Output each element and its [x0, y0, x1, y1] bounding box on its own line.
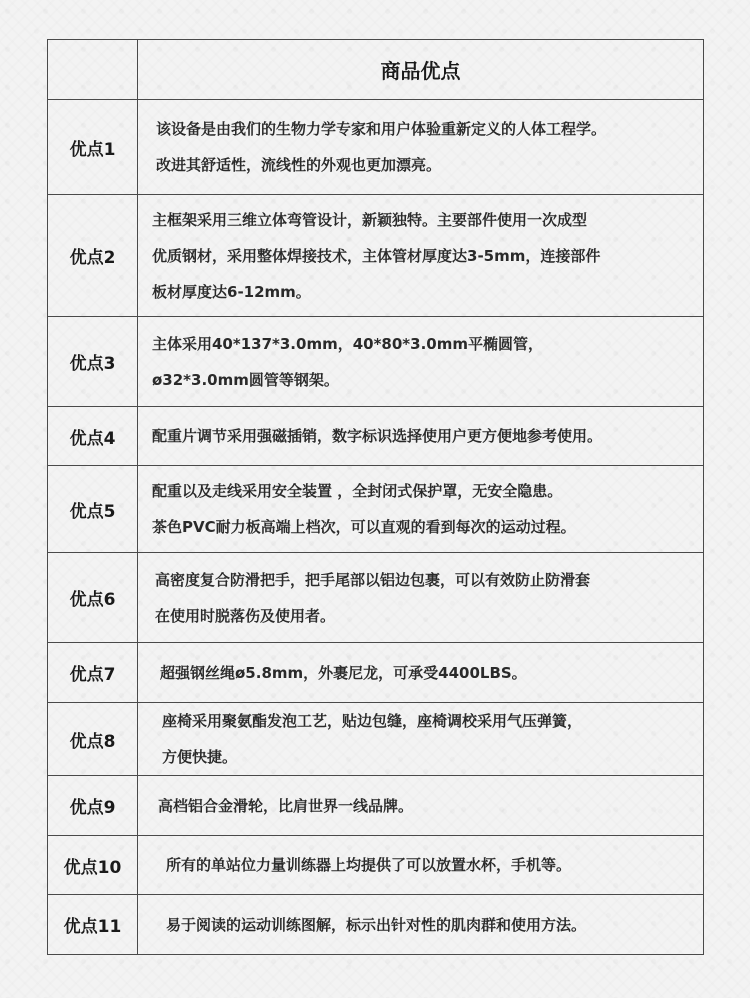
advantage-label: 优点7	[48, 643, 138, 703]
table-title: 商品优点	[138, 40, 704, 100]
table-row	[48, 553, 704, 643]
advantage-label: 优点8	[48, 703, 138, 776]
description-line: ø32*3.0mm圆管等钢架。	[152, 370, 339, 389]
advantage-label: 优点3	[48, 317, 138, 407]
advantage-description	[138, 895, 704, 955]
description-line: 主框架采用三维立体弯管设计，新颖独特。主要部件使用一次成型	[152, 210, 588, 229]
advantage-description	[138, 836, 704, 895]
advantage-description	[138, 553, 704, 643]
description-line: 高档铝合金滑轮，比肩世界一线品牌。	[158, 796, 414, 815]
advantage-description	[138, 317, 704, 407]
advantage-label: 优点10	[48, 836, 138, 895]
advantage-label: 优点1	[48, 100, 138, 195]
table-row	[48, 317, 704, 407]
description-line: 优质钢材，采用整体焊接技术，主体管材厚度达3-5mm，连接部件	[152, 246, 601, 265]
product-advantages-sheet	[47, 39, 703, 955]
advantage-label: 优点2	[48, 195, 138, 317]
advantage-description	[138, 776, 704, 836]
advantage-label: 优点11	[48, 895, 138, 955]
description-line: 改进其舒适性，流线性的外观也更加漂亮。	[156, 156, 442, 174]
description-line: 配重片调节采用强磁插销，数字标识选择使用户更方便地参考使用。	[152, 427, 603, 445]
advantage-label: 优点5	[48, 466, 138, 553]
table-row	[48, 895, 704, 955]
advantage-label: 优点6	[48, 553, 138, 643]
advantages-table	[47, 39, 704, 955]
description-line: 该设备是由我们的生物力学专家和用户体验重新定义的人体工程学。	[156, 120, 607, 138]
description-line: 高密度复合防滑把手，把手尾部以铝边包裹，可以有效防止防滑套	[155, 570, 591, 589]
advantage-description	[138, 100, 704, 195]
advantage-label: 优点9	[48, 776, 138, 836]
table-row	[48, 466, 704, 553]
description-line: 配重以及走线采用安全装置 ，全封闭式保护罩，无安全隐患。	[152, 482, 563, 500]
table-row	[48, 195, 704, 317]
table-header-row	[48, 40, 704, 100]
description-line: 茶色PVC耐力板高端上档次，可以直观的看到每次的运动过程。	[152, 518, 576, 536]
description-line: 在使用时脱落伤及使用者。	[155, 606, 336, 625]
table-row	[48, 703, 704, 776]
advantage-description	[138, 466, 704, 553]
description-line: 座椅采用聚氨酯发泡工艺，贴边包缝，座椅调校采用气压弹簧，	[162, 712, 583, 730]
description-line: 超强钢丝绳ø5.8mm，外裹尼龙，可承受4400LBS。	[160, 663, 527, 682]
table-row	[48, 100, 704, 195]
advantage-description	[138, 703, 704, 776]
description-line: 主体采用40*137*3.0mm，40*80*3.0mm平椭圆管，	[152, 334, 543, 353]
description-line: 易于阅读的运动训练图解，标示出针对性的肌肉群和使用方法。	[166, 915, 587, 934]
advantage-description	[138, 407, 704, 466]
header-empty-cell	[48, 40, 138, 100]
description-line: 板材厚度达6-12mm。	[152, 282, 311, 301]
table-row	[48, 836, 704, 895]
description-line: 方便快捷。	[162, 748, 238, 766]
table-row	[48, 643, 704, 703]
advantage-label: 优点4	[48, 407, 138, 466]
description-line: 所有的单站位力量训练器上均提供了可以放置水杯，手机等。	[166, 856, 572, 874]
advantage-description	[138, 195, 704, 317]
table-row	[48, 776, 704, 836]
advantage-description	[138, 643, 704, 703]
table-row	[48, 407, 704, 466]
